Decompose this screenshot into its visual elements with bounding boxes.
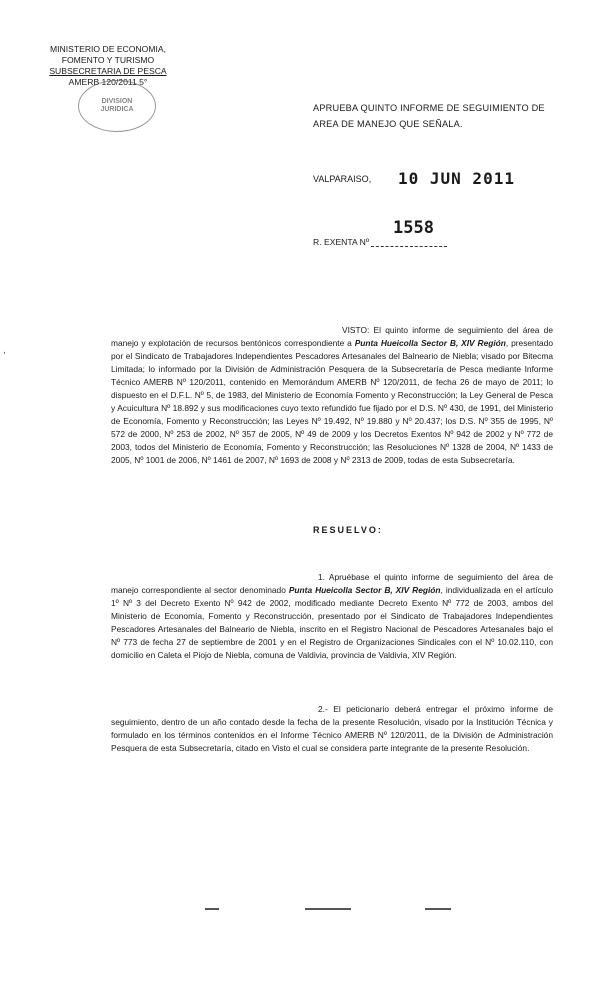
paragraph-1-sector-name: Punta Hueicolla Sector B, XIV Región — [288, 585, 441, 595]
visto-sector-name: Punta Hueicolla Sector B, XIV Región — [354, 338, 506, 348]
visto-text-1: VISTO: El quinto informe de seguimiento del área de manejo y explotación de recursos bentónicos correspondiente a — [111, 325, 553, 348]
footer-dash — [305, 908, 351, 910]
date-city: VALPARAISO, — [313, 174, 372, 184]
stamp-line-2: JURIDICA — [100, 106, 134, 113]
paragraph-1-text-2: , individualizada en el artículo 1º Nº 3 del Decreto Exento Nº 942 de 2002, modificado mediante Decreto Exento Nº 772 de 2003, ambos del Ministerio de Economía, Fomento y Reconstrucción, presentado por el Sindicato de Trabajadores Independientes Pescadores Artesanales del Balneario de Niebla, inscrito en el Registro Nacional de Pescadores Artesanales bajo el Nº 773 de fecha 27 de septiembre de 2001 y en el Registro de Organizaciones Sindicales con el Nº 10.02.110, con domicilio en Caleta el Piojo de Niebla, comuna de Valdivia, provincia de Valdivia, XIV Región. — [111, 585, 554, 660]
visto-paragraph — [111, 324, 553, 467]
resolution-subject: APRUEBA QUINTO INFORME DE SEGUIMIENTO DE AREA DE MANEJO QUE SEÑALA. — [313, 103, 545, 129]
paragraph-1-text-1: 1. Apruébase el quinto informe de seguimiento del área de manejo correspondiente al sector denominado — [111, 572, 553, 595]
resuelvo-heading: RESUELVO: — [313, 525, 383, 535]
ministry-subname: FOMENTO Y TURISMO — [61, 55, 155, 65]
division-juridica-stamp — [78, 80, 156, 132]
resolution-number: 1558 — [393, 218, 434, 238]
footer-dash — [205, 908, 219, 910]
reference-code: AMERB 120/2011 5° — [68, 77, 148, 87]
visto-text-2: , presentado por el Sindicato de Trabajadores Independientes Pescadores Artesanales del Balneario de Niebla; visado por Bitecma Limitada; lo informado por la División de Administración Pesquera de la Subsecretaría de Pesca mediante Informe Técnico AMERB Nº 120/2011, contenido en Memorándum AMERB Nº 120/2011, de fecha 26 de mayo de 2011; lo dispuesto en el D.F.L. Nº 5, de 1983, del Ministerio de Economía Fomento y Reconstrucción; la Ley General de Pesca y Acuicultura Nº 18.892 y sus modificaciones cuyo texto refundido fue fijado por el D.S. Nº 430, de 1991, del Ministerio de Economía, Fomento y Reconstrucción; las Leyes Nº 19.492, Nº 19.880 y Nº 20.437; los D.S. Nº 355 de 1995, Nº 572 de 2000, Nº 253 de 2002, Nº 357 de 2005, Nº 49 de 2009 y los Decretos Exentos Nº 942 de 2002 y Nº 772 de 2003, todos del Ministerio de Economía, Fomento y Reconstrucción; las Resoluciones Nº 1328 de 2004, Nº 1433 de 2005, Nº 1001 de 2006, Nº 1461 de 2007, Nº 1693 de 2008 y Nº 2313 de 2009, todas de esta Subsecretaría. — [111, 338, 554, 465]
footer-dash — [425, 908, 451, 910]
margin-mark: , — [3, 345, 6, 356]
footer-scan-marks — [205, 908, 465, 914]
resolution-paragraph-1 — [111, 571, 553, 662]
subsecretaria-name: SUBSECRETARIA DE PESCA — [49, 66, 167, 76]
stamp-line-1: DIVISION — [101, 98, 133, 105]
date-stamp: 10 JUN 2011 — [398, 169, 515, 188]
resolution-paragraph-2: 2.- El peticionario deberá entregar el próximo informe de seguimiento, dentro de un año contado desde la fecha de la presente Resolución, visado por la Institución Técnica y formulado en los términos contenidos en el Informe Técnico AMERB Nº 120/2011, de la División de Administración Pesquera de esta Subsecretaría, citado en Visto el cual se considera parte integrante de la presente Resolución. — [111, 704, 553, 753]
ministry-name: MINISTERIO DE ECONOMIA, — [49, 44, 167, 54]
resolution-exenta-label — [313, 237, 447, 247]
exenta-blank-line — [371, 246, 447, 247]
exenta-label-text: R. EXENTA Nº — [313, 237, 369, 247]
